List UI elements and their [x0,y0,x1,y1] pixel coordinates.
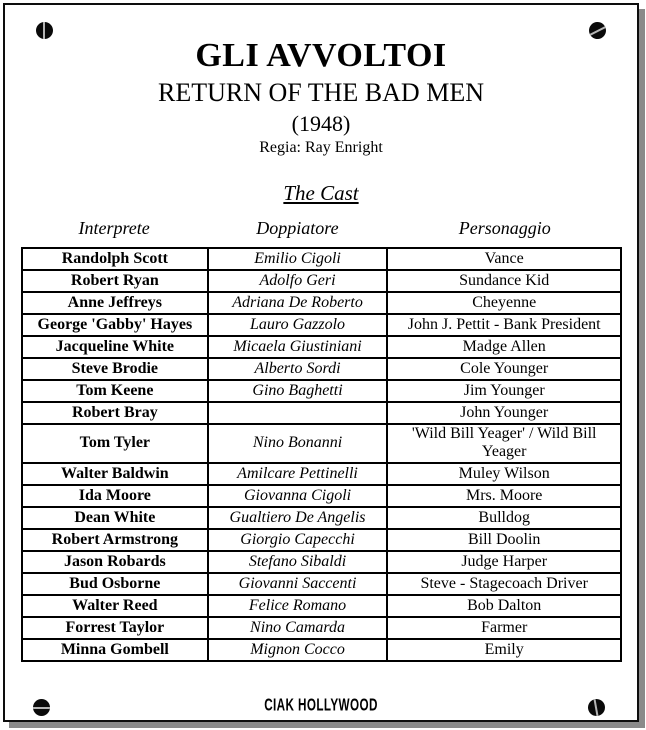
cast-heading: The Cast [283,181,359,205]
cell-interprete: Robert Bray [22,402,208,424]
cell-personaggio: John J. Pettit - Bank President [387,314,621,336]
screw-icon [36,22,53,39]
cell-personaggio: Bob Dalton [387,595,621,617]
cell-interprete: George 'Gabby' Hayes [22,314,208,336]
table-row [22,402,621,424]
cell-doppiatore: Stefano Sibaldi [208,551,388,573]
cell-doppiatore: Adolfo Geri [208,270,388,292]
table-row [22,529,621,551]
cell-doppiatore: Amilcare Pettinelli [208,463,388,485]
cell-doppiatore: Lauro Gazzolo [208,314,388,336]
cell-doppiatore: Emilio Cigoli [208,248,388,270]
cell-interprete: Jacqueline White [22,336,208,358]
cell-doppiatore: Nino Bonanni [208,424,388,463]
cell-doppiatore: Alberto Sordi [208,358,388,380]
cell-interprete: Robert Armstrong [22,529,208,551]
column-headers [21,219,622,237]
cell-personaggio: John Younger [387,402,621,424]
cell-interprete: Forrest Taylor [22,617,208,639]
cell-doppiatore: Giorgio Capecchi [208,529,388,551]
table-row [22,358,621,380]
film-director: Regia: Ray Enright [259,139,383,156]
cell-personaggio: Bulldog [387,507,621,529]
table-row [22,248,621,270]
cell-personaggio: Farmer [387,617,621,639]
cell-personaggio: 'Wild Bill Yeager' / Wild Bill Yeager [387,424,621,463]
screw-icon [33,699,50,716]
cell-doppiatore: Gino Baghetti [208,380,388,402]
cell-personaggio: Mrs. Moore [387,485,621,507]
cell-interprete: Robert Ryan [22,270,208,292]
table-row [22,507,621,529]
screw-icon [587,698,607,718]
cell-doppiatore: Felice Romano [208,595,388,617]
table-row [22,314,621,336]
cell-doppiatore: Giovanna Cigoli [208,485,388,507]
table-row [22,336,621,358]
credits-card [3,3,639,722]
cell-personaggio: Judge Harper [387,551,621,573]
cell-interprete: Steve Brodie [22,358,208,380]
table-row [22,595,621,617]
cell-doppiatore: Nino Camarda [208,617,388,639]
cell-doppiatore: Gualtiero De Angelis [208,507,388,529]
cell-personaggio: Vance [387,248,621,270]
cell-doppiatore: Giovanni Saccenti [208,573,388,595]
cell-interprete: Dean White [22,507,208,529]
cell-personaggio: Emily [387,639,621,661]
cell-interprete: Minna Gombell [22,639,208,661]
cell-personaggio: Jim Younger [387,380,621,402]
header [5,39,637,156]
cell-personaggio: Muley Wilson [387,463,621,485]
table-row [22,292,621,314]
column-header-doppiatore: Doppiatore [256,218,339,238]
table-row [22,639,621,661]
cell-interprete: Walter Reed [22,595,208,617]
cell-personaggio: Cheyenne [387,292,621,314]
column-header-personaggio: Personaggio [458,218,551,238]
table-row [22,380,621,402]
film-year: (1948) [291,111,351,136]
cell-interprete: Tom Keene [22,380,208,402]
table-row [22,573,621,595]
table-row [22,270,621,292]
film-title-italian: GLI AVVOLTOI [195,37,447,74]
cell-interprete: Walter Baldwin [22,463,208,485]
cell-personaggio: Madge Allen [387,336,621,358]
table-row [22,551,621,573]
cell-interprete: Randolph Scott [22,248,208,270]
film-title-original: RETURN OF THE BAD MEN [158,78,484,107]
cell-personaggio: Bill Doolin [387,529,621,551]
column-header-interprete: Interprete [78,218,150,238]
ciak-hollywood-logo: CIAK HOLLYWOOD [264,695,378,716]
table-row [22,485,621,507]
cell-interprete: Ida Moore [22,485,208,507]
table-row [22,424,621,463]
cell-doppiatore: Micaela Giustiniani [208,336,388,358]
table-row [22,463,621,485]
cast-table-body [22,248,621,661]
cell-interprete: Jason Robards [22,551,208,573]
cell-doppiatore: Mignon Cocco [208,639,388,661]
cell-interprete: Tom Tyler [22,424,208,463]
table-row [22,617,621,639]
cast-table [21,247,622,662]
cell-doppiatore [208,402,388,424]
cell-interprete: Bud Osborne [22,573,208,595]
cell-personaggio: Cole Younger [387,358,621,380]
cell-personaggio: Sundance Kid [387,270,621,292]
cell-doppiatore: Adriana De Roberto [208,292,388,314]
cell-personaggio: Steve - Stagecoach Driver [387,573,621,595]
cell-interprete: Anne Jeffreys [22,292,208,314]
